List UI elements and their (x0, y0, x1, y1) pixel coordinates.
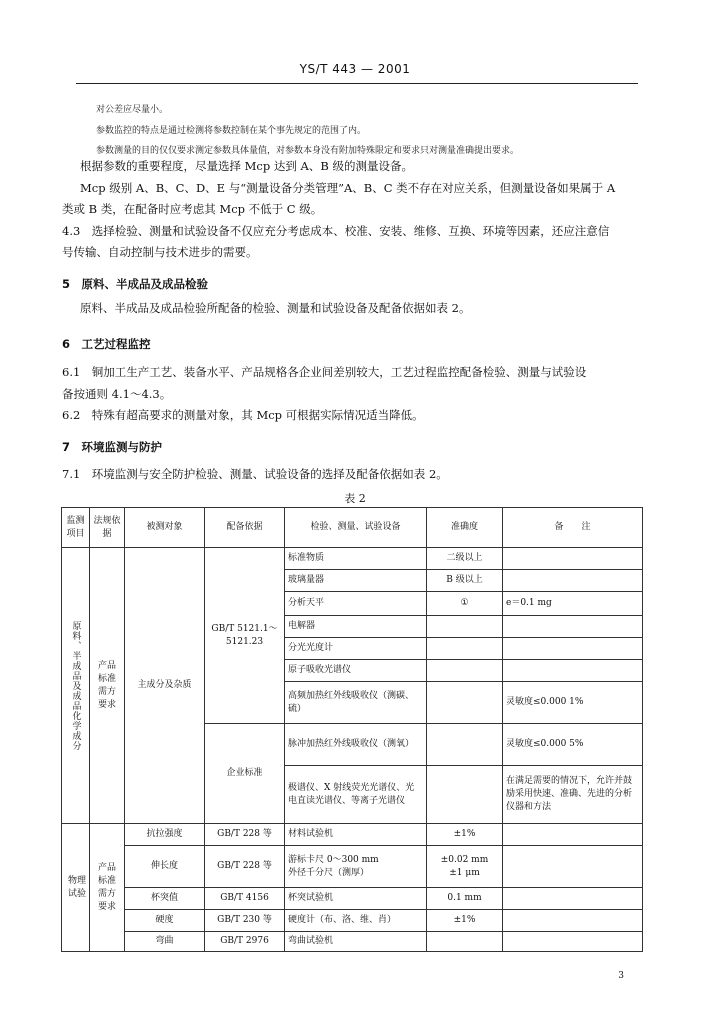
clause-7-1: 7.1 环境监测与安全防护检验、测量、试验设备的选择及配备依据如表 2。 (62, 467, 448, 481)
paragraph-mcp-levels-1: Mcp 级别 A、B、C、D、E 与“测量设备分类管理”A、B、C 类不存在对应关系，但测量设备如果属于 A (80, 181, 616, 195)
object-cell: 杯突值 (125, 888, 205, 910)
equipment-cell: 玻璃量器 (285, 570, 427, 592)
table-row (62, 824, 643, 846)
remarks-cell: e＝0.1 mg (503, 592, 643, 616)
accuracy-cell (427, 660, 503, 682)
object-cell: 伸长度 (125, 846, 205, 888)
paragraph-mcp-select: 根据参数的重要程度，尽量选择 Mcp 达到 A、B 级的测量设备。 (80, 159, 413, 173)
section-7-heading: 7 环境监测与防护 (62, 440, 163, 454)
section-5-text: 原料、半成品及成品检验所配备的检验、测量和试验设备及配备依据如表 2。 (80, 301, 471, 315)
equipment-cell: 脉冲加热红外线吸收仪（测氧） (285, 724, 427, 766)
object-cell: 弯曲 (125, 932, 205, 952)
equipment-cell: 原子吸收光谱仪 (285, 660, 427, 682)
remarks-cell: 灵敏度≤0.000 5% (503, 724, 643, 766)
basis-enterprise-standard: 企业标准 (205, 724, 285, 824)
remarks-cell (503, 660, 643, 682)
equipment-cell: 分光光度计 (285, 638, 427, 660)
section-6-heading: 6 工艺过程监控 (62, 337, 151, 351)
accuracy-cell: 0.1 mm (427, 888, 503, 910)
equipment-cell: 高频加热红外线吸收仪（测碳、硫） (285, 682, 427, 724)
accuracy-cell: B 级以上 (427, 570, 503, 592)
accuracy-cell (427, 766, 503, 824)
equipment-cell: 分析天平 (285, 592, 427, 616)
clause-4-3-line-1: 4.3 选择检验、测量和试验设备不仅应充分考虑成本、校准、安装、维修、互换、环境等因素，还应注意信 (62, 224, 610, 238)
equipment-table (61, 507, 643, 952)
remarks-cell: 在满足需要的情况下，允许并鼓励采用快速、准确、先进的分析仪器和方法 (503, 766, 643, 824)
remarks-cell (503, 548, 643, 570)
group-item-physics: 物理试验 (62, 824, 90, 952)
accuracy-cell (427, 846, 503, 888)
header-equipment: 检验、测量、试验设备 (285, 508, 427, 548)
header-basis: 配备依据 (205, 508, 285, 548)
remarks-cell (503, 888, 643, 910)
basis-gb-5121: GB/T 5121.1～5121.23 (205, 548, 285, 724)
remarks-cell: 灵敏度≤0.000 1% (503, 682, 643, 724)
note-line-2: 参数监控的特点是通过检测将参数控制在某个事先规定的范围了内。 (96, 126, 367, 136)
remarks-cell (503, 910, 643, 932)
table-row (62, 888, 643, 910)
basis-cell: GB/T 228 等 (205, 824, 285, 846)
equipment-cell: 弯曲试验机 (285, 932, 427, 952)
equipment-cell: 极谱仪、X 射线荧光光谱仪、光电直读光谱仪、等离子光谱仪 (285, 766, 427, 824)
note-line-1: 对公差应尽量小。 (96, 105, 169, 115)
remarks-cell (503, 638, 643, 660)
accuracy-line: ±0.02 mm (440, 854, 489, 865)
object-cell: 硬度 (125, 910, 205, 932)
remarks-cell (503, 570, 643, 592)
clause-4-3-line-2: 号传输、自动控制与技术进步的需要。 (62, 245, 258, 259)
equipment-cell (285, 846, 427, 888)
page-number: 3 (618, 971, 624, 981)
equipment-line: 游标卡尺 0～300 mm (288, 854, 379, 865)
accuracy-cell: 二级以上 (427, 548, 503, 570)
table-header-row (62, 508, 643, 548)
table-row (62, 910, 643, 932)
basis-cell: GB/T 228 等 (205, 846, 285, 888)
paragraph-mcp-levels-2: 类或 B 类，在配备时应考虑其 Mcp 不低于 C 级。 (62, 202, 323, 216)
accuracy-cell (427, 616, 503, 638)
group-law-physics: 产品标准需方要求 (90, 824, 125, 952)
accuracy-line: ±1 μm (449, 867, 480, 878)
accuracy-cell (427, 724, 503, 766)
table-row (62, 846, 643, 888)
clause-6-1-line-2: 备按通则 4.1～4.3。 (62, 387, 172, 401)
equipment-cell: 硬度计（布、洛、维、肖） (285, 910, 427, 932)
object-cell: 抗拉强度 (125, 824, 205, 846)
equipment-cell: 材料试验机 (285, 824, 427, 846)
header-item: 监测项目 (62, 508, 90, 548)
basis-cell: GB/T 230 等 (205, 910, 285, 932)
remarks-cell (503, 846, 643, 888)
accuracy-cell: ±1% (427, 910, 503, 932)
document-code-header: YS/T 443 — 2001 (299, 62, 411, 76)
remarks-cell (503, 824, 643, 846)
header-rule (76, 83, 638, 84)
remarks-cell (503, 932, 643, 952)
accuracy-cell (427, 682, 503, 724)
equipment-cell: 标准物质 (285, 548, 427, 570)
accuracy-cell (427, 638, 503, 660)
clause-6-1-line-1: 6.1 铜加工生产工艺、装备水平、产品规格各企业间差别较大，工艺过程监控配备检验、测量与试验设 (62, 365, 587, 379)
header-remarks: 备 注 (503, 508, 643, 548)
table-row (62, 548, 643, 570)
equipment-cell: 电解器 (285, 616, 427, 638)
table-row (62, 932, 643, 952)
section-5-heading: 5 原料、半成品及成品检验 (62, 277, 209, 291)
header-accuracy: 准确度 (427, 508, 503, 548)
group-item-chemistry: 原料、半成品及成品化学成分 (62, 548, 90, 824)
header-object: 被测对象 (125, 508, 205, 548)
group-law-chemistry: 产品标准需方要求 (90, 548, 125, 824)
remarks-cell (503, 616, 643, 638)
basis-cell: GB/T 2976 (205, 932, 285, 952)
table-caption: 表 2 (344, 492, 366, 505)
basis-cell: GB/T 4156 (205, 888, 285, 910)
note-line-3: 参数测量的目的仅仅要求测定参数具体量值，对参数本身没有附加特殊限定和要求只对测量准确提出要求。 (96, 146, 520, 156)
equipment-line: 外径千分尺（测厚） (288, 867, 370, 878)
accuracy-cell: ±1% (427, 824, 503, 846)
clause-6-2: 6.2 特殊有超高要求的测量对象，其 Mcp 可根据实际情况适当降低。 (62, 408, 424, 422)
accuracy-cell: ① (427, 592, 503, 616)
header-law: 法规依据 (90, 508, 125, 548)
accuracy-cell (427, 932, 503, 952)
equipment-cell: 杯突试验机 (285, 888, 427, 910)
object-main-components: 主成分及杂质 (125, 548, 205, 824)
